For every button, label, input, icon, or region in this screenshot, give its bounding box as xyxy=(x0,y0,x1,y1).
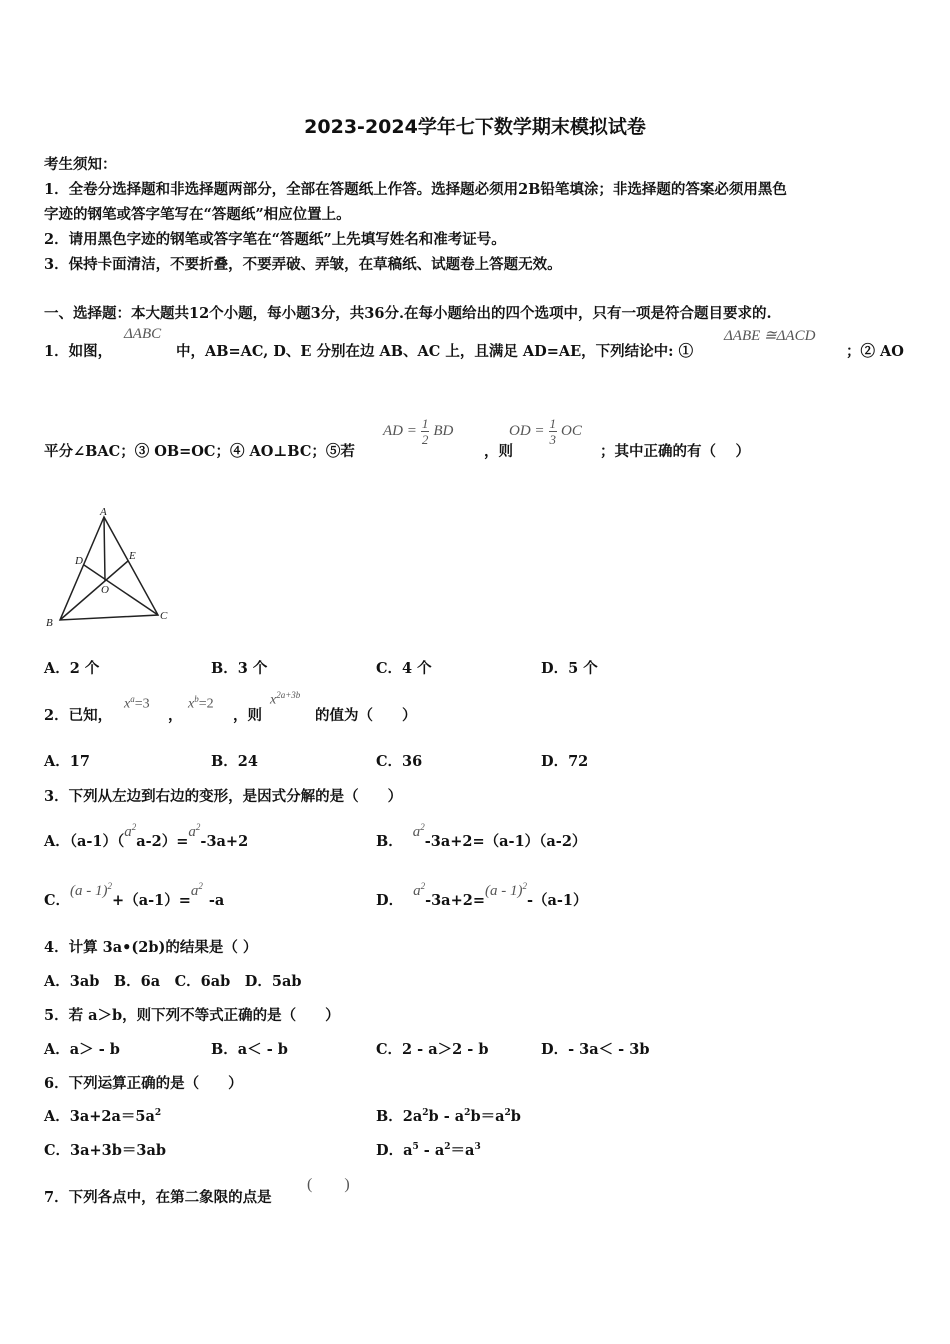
q2-option-c[interactable]: C．36 xyxy=(376,753,423,770)
notice-line-2: 2．请用黑色字迹的钢笔或答字笔在“答题纸”上先填写姓名和准考证号。 xyxy=(44,231,506,248)
q3-b-exp: 2 xyxy=(420,822,425,832)
fig-label-a: A xyxy=(100,506,107,518)
q1-congruence: ΔABE ≅ΔACD xyxy=(724,328,816,344)
q3-d-exp2: 2 xyxy=(522,881,527,891)
q6-a-sup: 2 xyxy=(154,1108,162,1119)
q3-d-tail: -（a-1） xyxy=(526,892,588,909)
q4-options[interactable]: A．3ab B．6a C．6ab D．5ab xyxy=(44,973,302,990)
page-title: 2023-2024学年七下数学期末模拟试卷 xyxy=(304,116,646,138)
q6-d-s3: 3 xyxy=(474,1142,481,1153)
q5-stem: 5．若 a＞b，则下列不等式正确的是（ ） xyxy=(44,1007,340,1024)
q1-f1-rhs: BD xyxy=(433,423,454,439)
q1-f2-lhs: OD = xyxy=(509,423,545,439)
q2-e3-base: x xyxy=(270,692,277,708)
notice-line-1: 1．全卷分选择题和非选择题两部分，全部在答题纸上作答。选择题必须用2B铅笔填涂；非选择题的答案必须用黑色 xyxy=(44,181,787,198)
q6-d-t2: - a xyxy=(418,1142,445,1159)
q3-c-a2 xyxy=(191,883,203,899)
notice-line-1-cont: 字迹的钢笔或答字笔写在“答题纸”相应位置上。 xyxy=(44,206,351,223)
q5-option-c[interactable]: C．2 - a＞2 - b xyxy=(376,1041,489,1058)
q6-b-s1: 2 xyxy=(422,1108,429,1119)
q1-f2-num: 1 xyxy=(549,416,557,431)
fig-label-d: D xyxy=(75,555,83,567)
fig-label-b: B xyxy=(46,617,53,629)
q1-option-d[interactable]: D．5 个 xyxy=(541,660,598,677)
q3-d-label: D． xyxy=(376,892,404,909)
q3-d-base: a xyxy=(413,883,421,899)
q6-b-t1: B．2a xyxy=(376,1108,423,1125)
q6-option-d[interactable] xyxy=(376,1139,481,1160)
q3-option-a[interactable] xyxy=(44,822,249,851)
fig-label-c: C xyxy=(160,610,168,622)
q1-stem: 中，AB=AC, D、E 分别在边 AB、AC 上，且满足 AD=AE，下列结论中: ① xyxy=(176,343,694,360)
q6-d-s1: 5 xyxy=(412,1142,419,1153)
q1-fraction-1 xyxy=(383,416,453,447)
q6-option-b[interactable] xyxy=(376,1105,521,1126)
q3-c-base: a xyxy=(190,883,199,899)
q2-prefix: 2．已知， xyxy=(44,707,113,724)
q1-f1-den: 2 xyxy=(421,432,429,447)
q1-f1-lhs: AD = xyxy=(383,423,417,439)
q5-option-a[interactable]: A．a＞ - b xyxy=(44,1041,120,1058)
q2-e2-exp: b xyxy=(194,694,199,704)
q1-f2-den: 3 xyxy=(549,432,557,447)
q6-option-a[interactable] xyxy=(44,1105,161,1126)
q1-tail: ；② AO xyxy=(846,343,904,360)
q1-question: ；其中正确的有（ ） xyxy=(600,443,751,460)
q3-c-label: C． xyxy=(44,892,71,909)
q2-option-d[interactable]: D．72 xyxy=(541,753,589,770)
q3-option-b[interactable] xyxy=(376,822,587,851)
q1-f2-rhs: OC xyxy=(561,423,582,439)
q3-c-exp2: 2 xyxy=(198,881,203,891)
q2-e1-base: x xyxy=(124,696,131,712)
fig-label-o: O xyxy=(101,584,109,596)
q3-b-tail: -3a+2=（a-1）（a-2） xyxy=(424,833,587,850)
q3-a-label: A．（a-1）（ xyxy=(44,833,125,850)
q3-a-rest: a-2）= xyxy=(136,833,189,850)
q6-d-t1: D．a xyxy=(376,1142,413,1159)
q1-prefix: 1．如图， xyxy=(44,343,113,360)
q2-expr-3 xyxy=(270,690,300,709)
q2-e3-exp: 2a+3b xyxy=(276,690,301,700)
q1-conditions: 平分∠BAC；③ OB=OC；④ AO⊥BC；⑤若 xyxy=(44,443,355,460)
q6-option-c[interactable]: C．3a+3b＝3ab xyxy=(44,1142,167,1159)
q1-then: ，则 xyxy=(484,443,513,460)
q3-d-a2 xyxy=(413,883,425,899)
q3-option-d[interactable] xyxy=(376,881,588,910)
q6-d-s2: 2 xyxy=(444,1142,451,1153)
q1-option-c[interactable]: C．4 个 xyxy=(376,660,432,677)
q3-a-base: a xyxy=(124,824,132,840)
q3-a-tail: -3a+2 xyxy=(200,833,249,850)
q3-a-exp-b: 2 xyxy=(195,822,201,832)
q3-c-paren-text: (a - 1) xyxy=(70,883,108,899)
q2-e2-rest: =2 xyxy=(198,696,214,712)
q3-c-tail: -a xyxy=(208,892,225,909)
q1-fraction-2 xyxy=(509,416,582,447)
q1-option-b[interactable]: B．3 个 xyxy=(211,660,268,677)
q1-f2-frac xyxy=(549,416,558,447)
q1-f1-num: 1 xyxy=(421,416,429,431)
q1-triangle-symbol: ΔABC xyxy=(124,326,162,342)
q7-stem: 7．下列各点中，在第二象限的点是 xyxy=(44,1189,272,1206)
q3-d-paren-text: (a - 1) xyxy=(484,883,523,899)
q3-a-a2 xyxy=(124,824,136,840)
fig-label-e: E xyxy=(129,550,136,562)
q1-option-a[interactable]: A．2 个 xyxy=(44,660,100,677)
q6-b-s2: 2 xyxy=(464,1108,471,1119)
q3-c-exp: 2 xyxy=(107,881,113,891)
q6-b-s3: 2 xyxy=(504,1108,511,1119)
q3-a-base-b: a xyxy=(188,824,196,840)
q4-stem: 4．计算 3a•(2b)的结果是（ ） xyxy=(44,939,258,956)
q6-b-t4: b xyxy=(510,1108,521,1125)
q2-tail: 的值为（ ） xyxy=(315,707,417,724)
q3-d-paren xyxy=(485,883,527,899)
q2-expr-2 xyxy=(188,694,214,713)
q3-d-exp: 2 xyxy=(420,881,426,891)
q6-b-t3: b＝a xyxy=(470,1108,505,1125)
q6-stem: 6．下列运算正确的是（ ） xyxy=(44,1075,243,1092)
q2-e2-base: x xyxy=(188,696,195,712)
q3-a-exp: 2 xyxy=(131,822,137,832)
q3-b-label: B． xyxy=(376,833,403,850)
q3-c-paren xyxy=(70,883,112,899)
q2-option-a[interactable]: A．17 xyxy=(44,753,90,770)
q2-then: ，则 xyxy=(233,707,262,724)
q3-d-mid: -3a+2= xyxy=(425,892,485,909)
q3-b-base: a xyxy=(412,824,421,840)
q2-sep: ， xyxy=(168,707,183,724)
notice-heading: 考生须知： xyxy=(44,156,117,173)
notice-line-3: 3．保持卡面清洁，不要折叠，不要弄破、弄皱，在草稿纸、试题卷上答题无效。 xyxy=(44,256,562,273)
q2-e1-exp: a xyxy=(130,694,135,704)
q1-f1-frac xyxy=(421,416,430,447)
q3-b-a2 xyxy=(413,824,425,840)
q6-a-text: A．3a+2a＝5a xyxy=(44,1108,155,1125)
q6-b-t2: b - a xyxy=(428,1108,465,1125)
q3-c-mid: +（a-1）= xyxy=(112,892,191,909)
q1-triangle-figure xyxy=(44,505,184,630)
q6-d-t3: ＝a xyxy=(450,1142,475,1159)
q5-option-b[interactable]: B．a＜ - b xyxy=(211,1041,288,1058)
q3-option-c[interactable] xyxy=(44,881,225,910)
q2-expr-1 xyxy=(124,694,150,713)
q2-option-b[interactable]: B．24 xyxy=(211,753,258,770)
section-heading: 一、选择题：本大题共12个小题，每小题3分，共36分.在每小题给出的四个选项中，只有一项是符合题目要求的. xyxy=(44,305,772,322)
q7-paren: ( ) xyxy=(307,1176,350,1193)
q3-a-a2b xyxy=(188,824,200,840)
q2-e1-rest: =3 xyxy=(134,696,150,712)
q5-option-d[interactable]: D．- 3a＜ - 3b xyxy=(541,1041,650,1058)
q3-stem: 3．下列从左边到右边的变形，是因式分解的是（ ） xyxy=(44,788,403,805)
